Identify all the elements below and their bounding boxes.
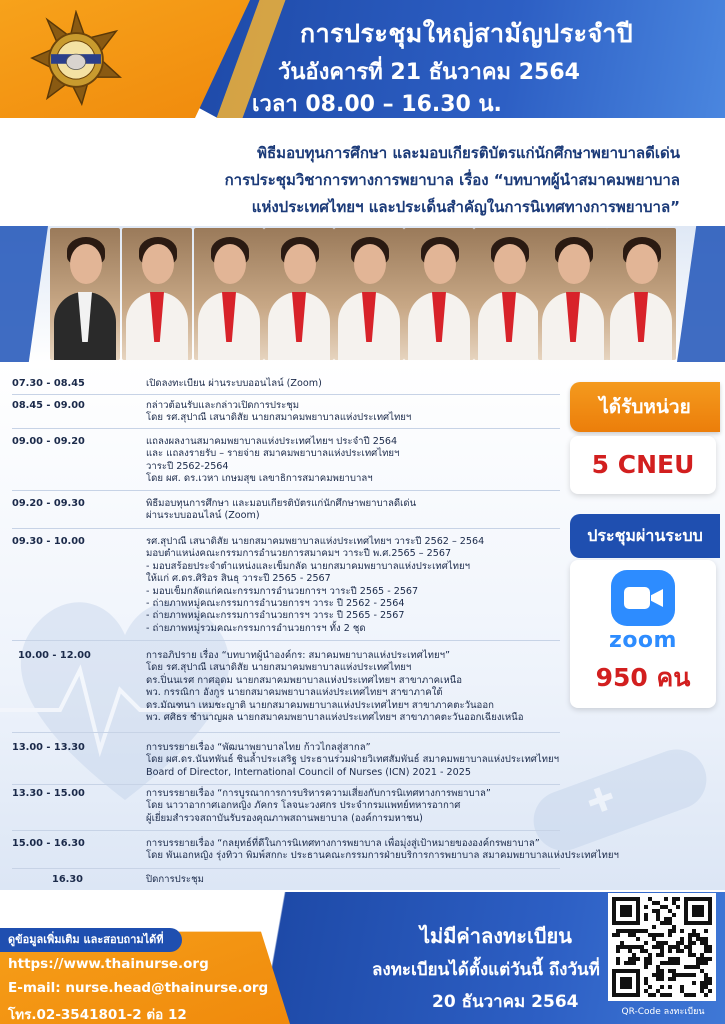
schedule-line: เปิดลงทะเบียน ผ่านระบบออนไลน์ (Zoom): [146, 378, 322, 389]
credit-label-tab: ได้รับหน่วย: [570, 382, 720, 432]
schedule-time: 13.30 - 15.00: [12, 788, 85, 799]
schedule-desc: [146, 536, 591, 635]
row-divider: [12, 428, 560, 429]
schedule-line: พิธีมอบทุนการศึกษา และมอบเกียรติบัตรแก่นักศึกษาพยาบาลดีเด่น: [146, 498, 417, 509]
schedule-time: 09.20 - 09.30: [12, 498, 85, 509]
schedule-line: การอภิปราย เรื่อง “บทบาทผู้นำองค์กร: สมาคมพยาบาลแห่งประเทศไทยฯ”: [146, 650, 450, 661]
event-date: วันอังคารที่ 21 ธันวาคม 2564: [278, 60, 580, 85]
row-divider: [12, 640, 560, 641]
schedule-desc: [146, 788, 591, 825]
schedule-line: โดย พันเอกหญิง รุ่งทิวา พิมพ์สกกะ ประธานคณะกรรมการฝ่ายบริการการพยาบาล สมาคมพยาบาลแห่งประเทศไทยฯ: [146, 850, 619, 862]
email-link[interactable]: E-mail: nurse.head@thainurse.org: [8, 980, 269, 996]
schedule-line: การบรรยายเรื่อง “พัฒนาพยาบาลไทย ก้าวไกลสู่สากล”: [146, 742, 371, 753]
zoom-brand-text: zoom: [609, 628, 677, 653]
subtitle-line-2: การประชุมวิชาการทางการพยาบาล เรื่อง “บทบาทผู้นำสมาคมพยาบาล: [224, 171, 680, 189]
schedule-line: - ถ่ายภาพหมู่คณะกรรมการอำนวยการฯ วาระ ปี 2565 - 2567: [146, 610, 405, 622]
schedule-line: ผ่านระบบออนไลน์ (Zoom): [146, 510, 260, 522]
schedule-line: โดย รศ.สุปาณี เสนาดิสัย นายกสมาคมพยาบาลแห่งประเทศไทยฯ: [146, 412, 412, 424]
schedule-desc: [146, 498, 591, 523]
schedule-line: โดย รศ.สุปาณี เสนาดิสัย นายกสมาคมพยาบาลแห่งประเทศไทยฯ: [146, 662, 412, 674]
schedule-desc: [146, 874, 591, 886]
schedule-line: พว. กรรณิกา อังกูร นายกสมาคมพยาบาลแห่งประเทศไทยฯ สาขาภาคใต้: [146, 687, 443, 699]
schedule-time: 08.45 - 09.00: [12, 400, 85, 411]
subtitle-line-3: แห่งประเทศไทยฯ และประเด็นสำคัญในการนิเทศทางการพยาบาล”: [251, 198, 680, 216]
subtitle-line-1: พิธีมอบทุนการศึกษา และมอบเกียรติบัตรแก่นักศึกษาพยาบาลดีเด่น: [257, 144, 680, 162]
zoom-camera-icon: [611, 570, 675, 626]
schedule-time: 15.00 - 16.30: [12, 838, 85, 849]
schedule-desc: [146, 378, 591, 390]
website-link[interactable]: https://www.thainurse.org: [8, 956, 209, 972]
online-label-tab: ประชุมผ่านระบบ: [570, 514, 720, 558]
schedule-line: และ แถลงรายรับ – รายจ่าย สมาคมพยาบาลแห่งประเทศไทยฯ: [146, 448, 400, 460]
schedule-time: 07.30 - 08.45: [12, 378, 85, 389]
schedule-line: รศ.สุปาณี เสนาดิสัย นายกสมาคมพยาบาลแห่งประเทศไทยฯ วาระปี 2562 – 2564: [146, 536, 485, 547]
schedule-line: กล่าวต้อนรับและกล่าวเปิดการประชุม: [146, 400, 300, 411]
schedule-line: ปิดการประชุม: [146, 874, 204, 885]
schedule-line: ดร.ปิ่นนเรศ กาศอุดม นายกสมาคมพยาบาลแห่งประเทศไทยฯ สาขาภาคเหนือ: [146, 674, 462, 686]
schedule-line: ให้แก่ ศ.ดร.ศิริอร สินธุ วาระปี 2565 - 2567: [146, 573, 331, 585]
schedule-desc: [146, 436, 591, 486]
schedule-line: - มอบเข็มกลัดแก่คณะกรรมการอำนวยการฯ วาระปี 2565 - 2567: [146, 585, 419, 597]
schedule-line: โดย นาวาอากาศเอกหญิง ภัคกร โลจนะวงศกร ประจำกรมแพทย์ทหารอากาศ: [146, 800, 461, 812]
schedule-line: - ถ่ายภาพหมู่รวมคณะกรรมการอำนวยการฯ ทั้ง 2 ชุด: [146, 622, 366, 634]
schedule-time: 16.30: [52, 874, 83, 885]
schedule-line: มอบตำแหน่งคณะกรรมการอำนวยการสมาคมฯ วาระปี พ.ศ.2565 – 2567: [146, 548, 452, 560]
qr-code-icon: [612, 897, 712, 997]
schedule-time: 09.30 - 10.00: [12, 536, 85, 547]
schedule-time: 10.00 - 12.00: [18, 650, 91, 661]
registration-deadline: 20 ธันวาคม 2564: [432, 992, 579, 1012]
row-divider: [12, 394, 560, 395]
schedule-line: โดย ผศ.ดร.นันทพันธ์ ชินล้ำประเสริฐ ประธานร่วมฝ่ายวิเทศสัมพันธ์ สมาคมพยาบาลแห่งประเทศไทยฯ: [146, 754, 560, 766]
row-divider: [12, 830, 560, 831]
speaker-photo: [606, 228, 676, 360]
schedule-line: การบรรยายเรื่อง “การบูรณาการการบริหารความเสี่ยงกับการนิเทศทางการพยาบาล”: [146, 788, 491, 799]
row-divider: [12, 490, 560, 491]
schedule-desc: [146, 742, 591, 779]
schedule-line: แถลงผลงานสมาคมพยาบาลแห่งประเทศไทยฯ ประจำปี 2564: [146, 436, 398, 447]
event-time: เวลา 08.00 – 16.30 น.: [252, 92, 502, 117]
phone-number: โทร.02-3541801-2 ต่อ 12: [8, 1007, 187, 1023]
schedule-time: 13.00 - 13.30: [12, 742, 85, 753]
schedule-desc: [146, 838, 619, 863]
contact-label: ดูข้อมูลเพิ่มเติม และสอบถามได้ที่: [0, 928, 182, 952]
event-title: การประชุมใหญ่สามัญประจำปี: [300, 19, 634, 48]
qr-code-label: QR-Code ลงทะเบียน: [621, 1007, 705, 1017]
schedule-line: Board of Director, International Council of Nurses (ICN) 2021 - 2025: [146, 766, 471, 778]
row-divider: [12, 784, 560, 785]
row-divider: [12, 528, 560, 529]
registration-open-text: ลงทะเบียนได้ตั้งแต่วันนี้ ถึงวันที่: [372, 960, 600, 980]
schedule-line: พว. ศศิธร ชำนาญผล นายกสมาคมพยาบาลแห่งประเทศไทยฯ สาขาภาคตะวันออกเฉียงเหนือ: [146, 712, 524, 724]
row-divider: [12, 868, 560, 869]
schedule-line: - ถ่ายภาพหมู่คณะกรรมการอำนวยการฯ วาระ ปี 2562 - 2564: [146, 598, 405, 610]
credit-value-box: 5 CNEU: [570, 436, 716, 494]
attendee-capacity: 950 คน: [595, 663, 691, 692]
schedule-desc: [146, 400, 591, 425]
schedule-time: 09.00 - 09.20: [12, 436, 85, 447]
schedule-line: - มอบสร้อยประจำตำแหน่งและเข็มกลัด นายกสมาคมพยาบาลแห่งประเทศไทยฯ: [146, 560, 471, 572]
row-divider: [12, 732, 560, 733]
schedule-line: วาระปี 2562-2564: [146, 460, 229, 472]
registration-qr-code[interactable]: [608, 893, 716, 1001]
schedule-line: โดย ผศ. ดร.เวหา เกษมสุข เลขาธิการสมาคมพยาบาลฯ: [146, 473, 373, 485]
schedule-line: ผู้เยี่ยมสำรวจสถาบันรับรองคุณภาพสถานพยาบาล (องค์การมหาชน): [146, 812, 423, 824]
schedule-line: ดร.มัณฑนา เหมชะญาติ นายกสมาคมพยาบาลแห่งประเทศไทยฯ สาขาภาคตะวันออก: [146, 699, 494, 711]
free-registration-text: ไม่มีค่าลงทะเบียน: [420, 924, 572, 948]
zoom-info-box: [570, 560, 716, 708]
schedule-desc: [146, 650, 591, 724]
schedule-line: การบรรยายเรื่อง “กลยุทธ์ที่ดีในการนิเทศทางการพยาบาล เพื่อมุ่งสู่เป้าหมายขององค์กรพยาบาล”: [146, 838, 540, 849]
